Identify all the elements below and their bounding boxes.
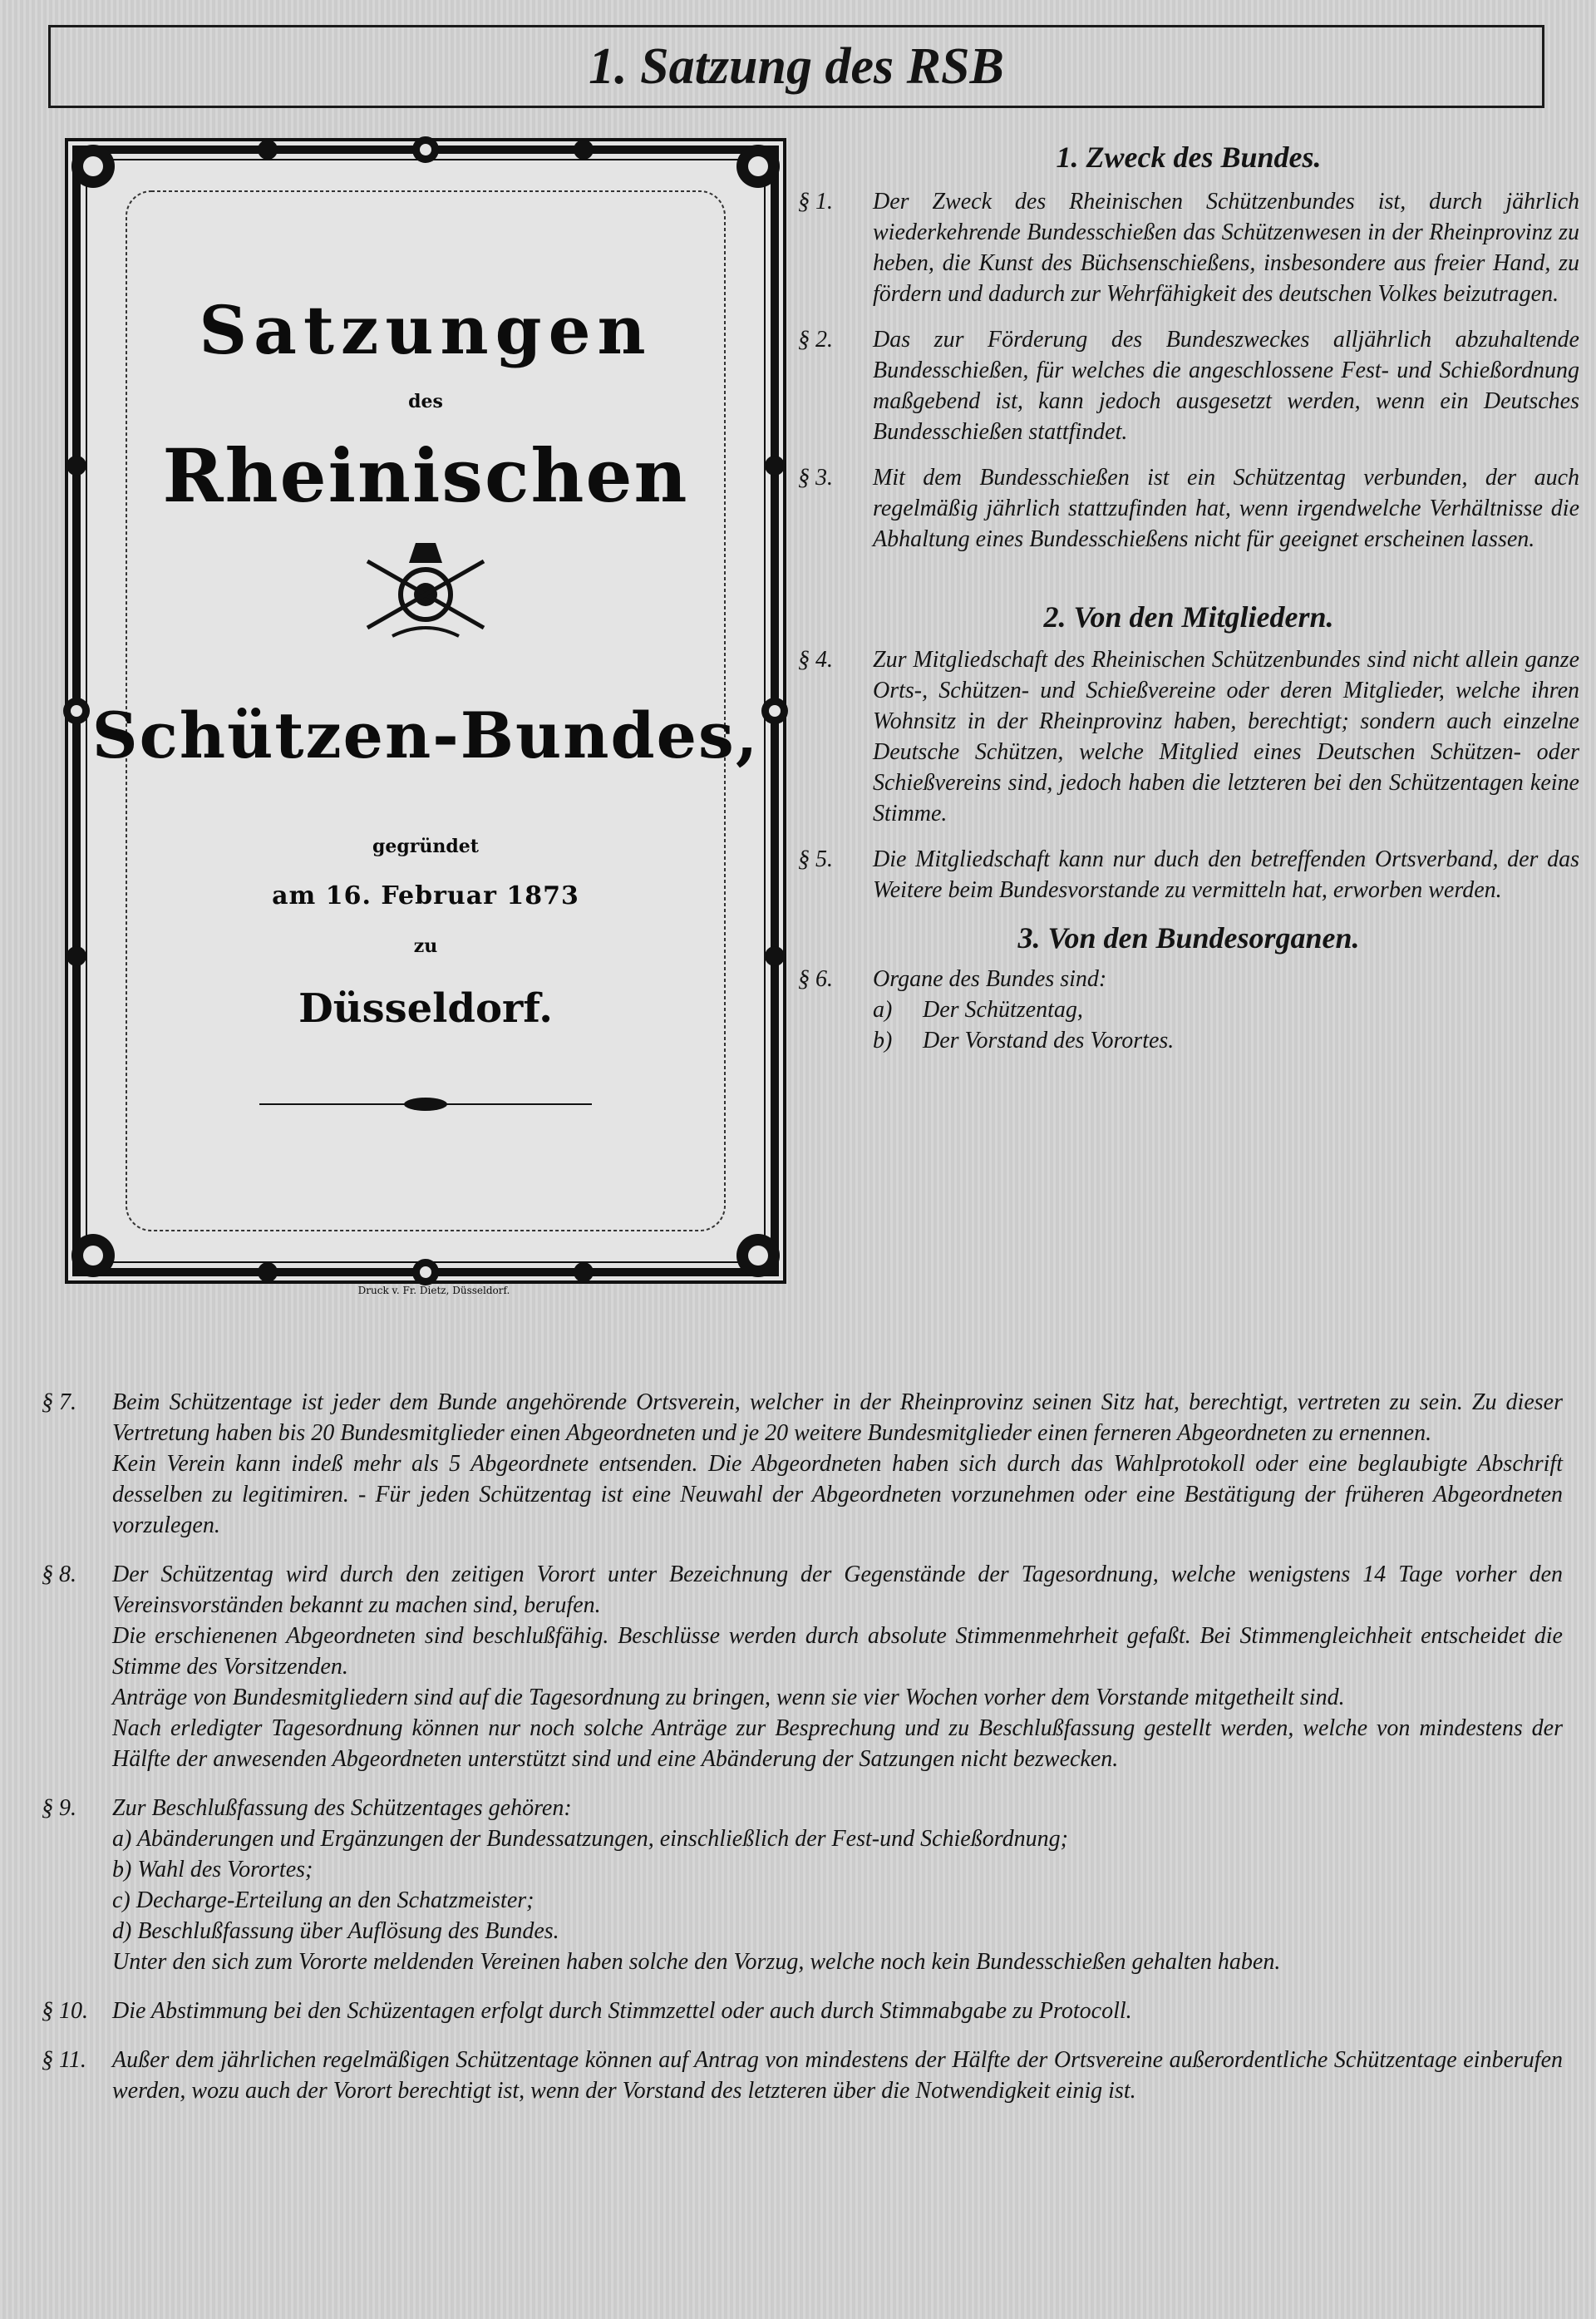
facsimile-line-schuetzen-bundes: Schützen-Bundes, xyxy=(91,698,760,772)
paragraph xyxy=(42,2045,1563,2106)
paragraph-text: Außer dem jährlichen regelmäßigen Schützentage können auf Antrag von mindestens der Hälfte der Ortsvereine außerordentliche Schützentage einberufen werden, wozu auch der Vorort berechtigt ist, wenn der Vorstand des letzteren über die Notwendigkeit einig ist. xyxy=(112,2047,1563,2104)
list-letter: b) xyxy=(873,1028,893,1053)
paragraph-text: Die Mitgliedschaft kann nur duch den betreffenden Ortsverband, der das Weitere beim Bundesvorstande zu vermitteln hat, erworben werden. xyxy=(873,846,1579,903)
paragraph xyxy=(798,844,1579,905)
list-letter: a) xyxy=(873,997,893,1023)
paragraph-text xyxy=(112,1559,1563,1774)
paragraph-number: § 7. xyxy=(42,1389,76,1415)
paragraph-number: § 2. xyxy=(798,327,833,353)
paragraph-line: Beim Schützentage ist jeder dem Bunde angehörende Ortsverein, welcher in der Rheinprovinz seinen Sitz hat, berechtigt, vertreten zu sein. Zu dieser Vertretung haben bis 20 Bundesmitglieder einen Abgeordneten und je 20 weitere Bundesmitglieder einen ferneren Abgeordneten zu ernennen. xyxy=(112,1389,1563,1446)
paragraph-line: Zur Beschlußfassung des Schützentages gehören: xyxy=(112,1795,572,1821)
paragraph-text xyxy=(112,1793,1563,1977)
paragraph xyxy=(42,1559,1563,1774)
paragraph xyxy=(798,964,1579,1056)
paragraph-text: Zur Mitgliedschaft des Rheinischen Schützenbundes sind nicht allein ganze Orts-, Schützen- und Schießvereine oder deren Mitglieder, welche ihren Wohnsitz in der Rheinprovinz haben, berechtigt; sondern auch einzelne Deutsche Schützen, welche Mitglied eines Deutschen Schützen- oder Schießvereins sind, jedoch haben die letzteren bei den Schützentagen keine Stimme. xyxy=(873,647,1579,826)
section-heading-mitglieder: 2. Von den Mitgliedern. xyxy=(1043,600,1334,634)
paragraph-text xyxy=(112,1387,1563,1541)
paragraph xyxy=(798,324,1579,447)
list-item xyxy=(873,1025,1579,1056)
list-item xyxy=(873,994,1579,1025)
paragraph-line: Unter den sich zum Vororte meldenden Vereinen haben solche den Vorzug, welche noch kein Bundesschießen gehalten haben. xyxy=(112,1949,1281,1975)
paragraph-text: Der Zweck des Rheinischen Schützenbundes ist, durch jährlich wiederkehrende Bundesschießen das Schützenwesen in der Rheinprovinz zu heben, die Kunst des Büchsenschießens, insbesondere aus freier Hand, zu fördern und dadurch zur Wehrfähigkeit des deutschen Volkes beizutragen. xyxy=(873,189,1579,307)
paragraph-text xyxy=(873,964,1579,1056)
paragraph xyxy=(798,186,1579,309)
paragraph-text: Mit dem Bundesschießen ist ein Schützentag verbunden, der auch regelmäßig jährlich stattzufinden hat, wenn irgendwelche Verhältnisse die Abhaltung eines Bundesschießens nicht für geeignet erscheinen lassen. xyxy=(873,465,1579,552)
paragraph-number: § 4. xyxy=(798,647,833,673)
paragraph-line: Kein Verein kann indeß mehr als 5 Abgeordnete entsenden. Die Abgeordneten haben sich durch das Wahlprotokoll oder eine beglaubigte Abschrift desselben zu legitimiren. - Für jeden Schützentag ist eine Neuwahl der Abgeordneten vorzunehmen oder eine Bestätigung der früheren Abgeordneten vorzulegen. xyxy=(112,1451,1563,1538)
facsimile-line-des: des xyxy=(408,391,443,412)
right-column xyxy=(798,133,1579,1056)
list-item: d) Beschlußfassung über Auflösung des Bundes. xyxy=(112,1918,559,1944)
paragraph-line: Der Schützentag wird durch den zeitigen Vorort unter Bezeichnung der Gegenstände der Tagesordnung, welche wenigstens 14 Tage vorher den Vereinsvorständen bekannt zu machen sind, berufen. xyxy=(112,1562,1563,1618)
paragraph xyxy=(42,1793,1563,1977)
full-width-section xyxy=(42,1387,1563,2106)
paragraph-number: § 9. xyxy=(42,1795,76,1821)
facsimile-line-gegruendet: gegründet xyxy=(372,836,479,857)
paragraph-text: Die Abstimmung bei den Schüzentagen erfolgt durch Stimmzettel oder auch durch Stimmabgabe zu Protocoll. xyxy=(112,1998,1132,2024)
paragraph-number: § 1. xyxy=(798,189,833,215)
list-text: Der Schützentag, xyxy=(923,997,1083,1023)
facsimile-line-satzungen: Satzungen xyxy=(199,291,653,369)
paragraph xyxy=(42,1996,1563,2026)
paragraph-intro: Organe des Bundes sind: xyxy=(873,966,1107,992)
facsimile-line-city: Düsseldorf. xyxy=(298,985,553,1032)
paragraph xyxy=(798,462,1579,555)
paragraph-line: Anträge von Bundesmitgliedern sind auf die Tagesordnung zu bringen, wenn sie vier Wochen vorher dem Vorstande mitgetheilt sind. xyxy=(112,1685,1345,1710)
paragraph-number: § 8. xyxy=(42,1562,76,1587)
section-heading-bundesorgane: 3. Von den Bundesorganen. xyxy=(1017,921,1360,955)
list-item: c) Decharge-Erteilung an den Schatzmeister; xyxy=(112,1887,534,1913)
paragraph xyxy=(42,1387,1563,1541)
paragraph-line: Die erschienenen Abgeordneten sind beschlußfähig. Beschlüsse werden durch absolute Stimmenmehrheit gefaßt. Bei Stimmengleichheit entscheidet die Stimme des Vorsitzenden. xyxy=(112,1623,1563,1680)
facsimile-line-rheinischen: Rheinischen xyxy=(162,432,689,519)
paragraph-number: § 5. xyxy=(798,846,833,872)
paragraph-line: Nach erledigter Tagesordnung können nur noch solche Anträge zur Besprechung und zu Beschlußfassung gestellt werden, welche von mindestens der Hälfte der anwesenden Abgeordneten unterstützt sind und eine Abänderung der Satzungen nicht bezwecken. xyxy=(112,1715,1563,1772)
facsimile-line-zu: zu xyxy=(413,935,438,957)
facsimile-line-date: am 16. Februar 1873 xyxy=(272,881,579,910)
paragraph-number: § 10. xyxy=(42,1998,88,2024)
facsimile-title-page xyxy=(60,133,791,1296)
facsimile-printer: Druck v. Fr. Dietz, Düsseldorf. xyxy=(357,1285,510,1296)
paragraph-number: § 3. xyxy=(798,465,833,491)
paragraph-number: § 6. xyxy=(798,966,833,992)
section-heading-zweck: 1. Zweck des Bundes. xyxy=(1056,141,1322,174)
list-item: b) Wahl des Vorortes; xyxy=(112,1857,313,1882)
list-text: Der Vorstand des Vorortes. xyxy=(923,1028,1175,1053)
list-item: a) Abänderungen und Ergänzungen der Bundessatzungen, einschließlich der Fest-und Schießordnung; xyxy=(112,1826,1068,1852)
paragraph-text: Das zur Förderung des Bundeszweckes alljährlich abzuhaltende Bundesschießen, für welches die angeschlossene Fest- und Schießordnung maßgebend ist, kann jedoch ausgesetzt werden, wenn ein Deutsches Bundesschießen stattfindet. xyxy=(873,327,1579,445)
paragraph xyxy=(798,644,1579,829)
page-title: 1. Satzung des RSB xyxy=(589,37,1004,95)
title-box xyxy=(48,25,1544,108)
paragraph-number: § 11. xyxy=(42,2047,86,2073)
